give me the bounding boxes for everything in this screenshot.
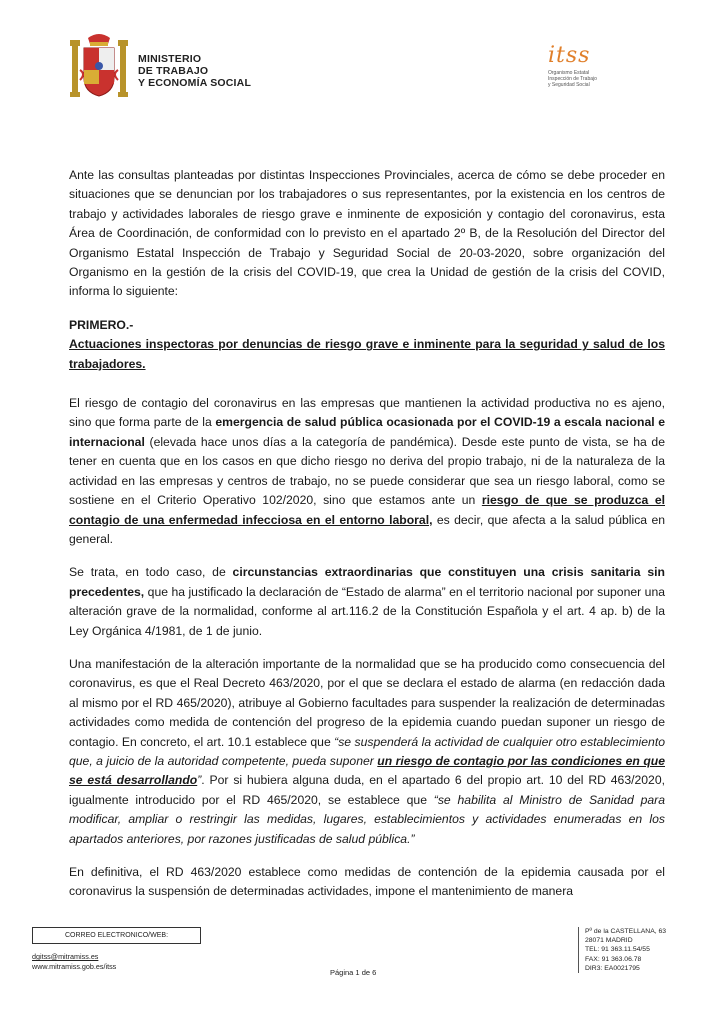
- section-label: PRIMERO.-: [69, 317, 134, 332]
- text-span: es decir, que afecta a la salud pública en general.: [69, 512, 665, 546]
- paragraph-risk: [69, 394, 665, 549]
- itss-logo: [548, 44, 600, 88]
- text-span: (elevada hace unos días a la categoría de pandémica). Desde este punto de vista, se ha de tener en cuenta que en los casos en que dicho riesgo no deriva del propio trabajo, ni de la naturaleza de la actividad en las empresas y centros de trabajo, no se puede considerar que sea un riesgo laboral, como se sostiene en el Criterio Operativo 102/2020, sino que estamos ante un: [69, 434, 665, 508]
- text-span: “se habilita al Ministro de Sanidad para modificar, ampliar o restringir las medidas, lugares, establecimientos y actividades enumeradas en los apartados anteriores, por razones justificadas de salud pública.”: [69, 792, 665, 846]
- text-span: emergencia de salud pública ocasionada por el COVID-19 a escala nacional e internacional: [69, 415, 666, 449]
- footer-address: [578, 927, 666, 973]
- address-line: TEL: 91 363.11.54/55: [585, 946, 650, 954]
- itss-subtitle: Organismo Estatal Inspección de Trabajo y Seguridad Social: [548, 70, 597, 88]
- ministry-line: MINISTERIO: [138, 53, 202, 65]
- itss-logo-text: itss: [548, 43, 591, 68]
- text-span: que ha justificado la declaración de “Estado de alarma” en el territorio nacional por suponer una alteración grave de la normalidad, conforme al art.116.2 de la Constitución Española y el art. 4 ap. b) de la Ley Orgánica 4/1981, de 1 de junio.: [69, 584, 665, 638]
- ministry-line: Y ECONOMÍA SOCIAL: [138, 77, 252, 89]
- page-number: Página 1 de 6: [330, 968, 377, 977]
- paragraph-conclusion: En definitiva, el RD 463/2020 establece como medidas de contención de la epidemia causada por el coronavirus la suspensión de determinadas actividades, impone el mantenimiento de manera: [69, 865, 665, 899]
- address-line: DIR3: EA0021795: [585, 964, 640, 972]
- footer-contact-label: CORREO ELECTRONICO/WEB:: [32, 927, 201, 944]
- section-title: [69, 335, 665, 374]
- text-span: circunstancias extraordinarias que constituyen una crisis sanitaria sin precedentes,: [69, 565, 665, 599]
- text-span: . Por si hubiera alguna duda, en el apartado 6 del propio art. 10 del RD 463/2020, igualmente introducido por el RD 465/2020, se establece que: [69, 773, 665, 807]
- text-span: Se trata, en todo caso, de: [69, 565, 233, 580]
- text-span: ”: [197, 773, 202, 788]
- address-line: FAX: 91 363.06.78: [585, 955, 642, 963]
- document-body: [69, 166, 665, 916]
- ministry-name: [138, 53, 251, 89]
- paragraph-circumstances: [69, 563, 665, 641]
- ministry-line: DE TRABAJO: [138, 65, 209, 77]
- footer-email-link[interactable]: dgitss@mitramiss.es: [32, 952, 99, 961]
- intro-paragraph: Ante las consultas planteadas por distintas Inspecciones Provinciales, acerca de cómo se debe proceder en situaciones que se denuncian por los trabajadores o sus representantes, por la existencia en los centros de trabajo y actividades laborales de riesgo grave e inminente de exposición y contagio del coronavirus, esta Área de Coordinación, de conformidad con lo previsto en el apartado 2º B, de la Resolución del Director del Organismo Estatal Inspección de Trabajo y Seguridad Social de 20-03-2020, sobre organización del Organismo en la gestión de la crisis del COVID-19, que crea la Unidad de gestión de la crisis del COVID, informa lo siguiente:: [69, 168, 665, 299]
- address-line: 28071 MADRID: [585, 937, 633, 945]
- section-title-text: Actuaciones inspectoras por denuncias de riesgo grave e inminente para la seguridad y salud de los trabajadores.: [69, 337, 665, 371]
- paragraph-decree: [69, 655, 665, 849]
- footer-web-link[interactable]: www.mitramiss.gob.es/itss: [32, 962, 117, 971]
- text-span: un riesgo de contagio por las condiciones en que se está desarrollando: [69, 753, 665, 788]
- text-span: El riesgo de contagio del coronavirus en las empresas que mantienen la actividad productiva no es ajeno, sino que forma parte de la: [69, 396, 665, 430]
- footer-contacts: [32, 952, 116, 972]
- text-span: “se suspenderá la actividad de cualquier otro establecimiento que, a juicio de la autoridad competente, pueda suponer: [69, 734, 665, 768]
- text-span: Una manifestación de la alteración importante de la normalidad que se ha producido como consecuencia del coronavirus, es que el Real Decreto 463/2020, por el que se declara el estado de alarma (en redacción dada al mismo por el RD 465/2020), atribuye al Gobierno facultades para suspender la realización de determinadas actividades como medida de contención del progreso de la epidemia cuando puedan suponer un riesgo de contagio. En concreto, el art. 10.1 establece que: [69, 656, 665, 749]
- address-line: Pº de la CASTELLANA, 63: [585, 928, 667, 935]
- section-heading: [69, 316, 665, 335]
- text-span: riesgo de que se produzca el contagio de una enfermedad infecciosa en el entorno laboral,: [69, 493, 665, 527]
- coat-of-arms-icon: [68, 30, 130, 104]
